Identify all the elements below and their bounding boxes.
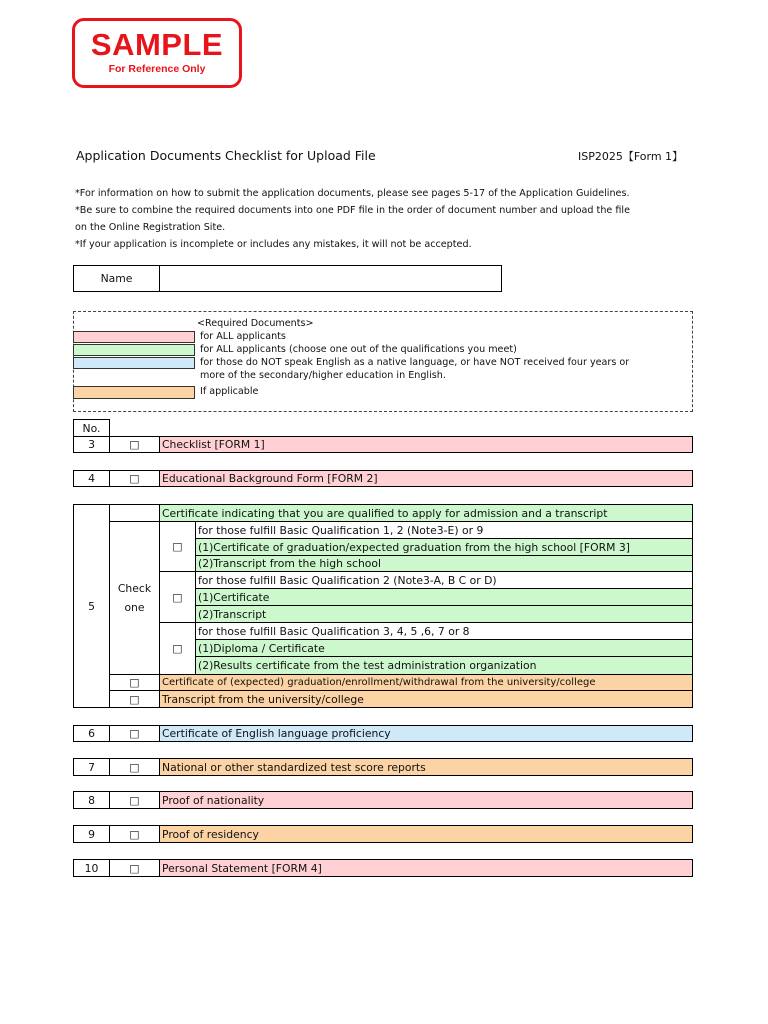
group-doc: (2)Transcript from the high school — [195, 555, 693, 572]
legend-label: If applicable — [200, 386, 259, 397]
legend-label: for those do NOT speak English as a native language, or have NOT received four years or — [200, 357, 630, 368]
name-label: Name — [73, 265, 160, 292]
item-checkbox[interactable]: □ — [109, 674, 160, 691]
instructions — [75, 185, 630, 253]
item-label: Certificate of (expected) graduation/enrollment/withdrawal from the university/college — [159, 674, 693, 691]
item-label: Proof of residency — [159, 825, 693, 843]
name-input[interactable] — [159, 265, 502, 292]
group-doc: (2)Transcript — [195, 605, 693, 623]
group-doc: (2)Results certificate from the test administration organization — [195, 656, 693, 675]
item-label: Educational Background Form [FORM 2] — [159, 470, 693, 487]
item-checkbox[interactable]: □ — [109, 791, 160, 809]
legend-label: for ALL applicants (choose one out of the qualifications you meet) — [200, 344, 517, 355]
legend-heading: <Required Documents> — [197, 318, 314, 329]
no-header: No. — [73, 419, 110, 437]
item-checkbox[interactable]: □ — [109, 758, 160, 776]
item-checkbox[interactable]: □ — [109, 690, 160, 708]
check-line: Check — [117, 582, 152, 595]
stamp-subtitle: For Reference Only — [108, 63, 206, 75]
item-label: Personal Statement [FORM 4] — [159, 859, 693, 877]
page-title: Application Documents Checklist for Upload File — [76, 148, 376, 163]
legend-label: for ALL applicants — [200, 331, 286, 342]
blank-cell — [109, 504, 160, 522]
group-checkbox[interactable]: □ — [159, 571, 196, 623]
item-checkbox[interactable]: □ — [109, 825, 160, 843]
item-number: 6 — [73, 725, 110, 742]
item-label: Checklist [FORM 1] — [159, 436, 693, 453]
legend-swatch-green — [73, 344, 195, 356]
check-one-label — [109, 521, 160, 675]
item-label: Transcript from the university/college — [159, 690, 693, 708]
group-checkbox[interactable]: □ — [159, 521, 196, 572]
form-id: ISP2025【Form 1】 — [578, 150, 684, 163]
note-line: on the Online Registration Site. — [75, 222, 226, 233]
group-title: for those fulfill Basic Qualification 2 (Note3-A, B C or D) — [195, 571, 693, 589]
item-checkbox[interactable]: □ — [109, 725, 160, 742]
legend-swatch-blue — [73, 357, 195, 369]
item-label: Certificate of English language proficiency — [159, 725, 693, 742]
item-checkbox[interactable]: □ — [109, 436, 160, 453]
note-line: *Be sure to combine the required documents into one PDF file in the order of document number and upload the file — [75, 205, 630, 216]
note-line: *For information on how to submit the application documents, please see pages 5-17 of the Application Guidelines. — [75, 188, 630, 199]
legend-swatch-orange — [73, 386, 195, 399]
group-checkbox[interactable]: □ — [159, 622, 196, 675]
stamp-title: SAMPLE — [90, 27, 224, 62]
item-number: 9 — [73, 825, 110, 843]
legend-swatch-pink — [73, 331, 195, 343]
group-doc: (1)Certificate of graduation/expected graduation from the high school [FORM 3] — [195, 538, 693, 556]
item-number: 8 — [73, 791, 110, 809]
note-line: *If your application is incomplete or includes any mistakes, it will not be accepted. — [75, 239, 472, 250]
item-checkbox[interactable]: □ — [109, 470, 160, 487]
group-title: for those fulfill Basic Qualification 1, 2 (Note3-E) or 9 — [195, 521, 693, 539]
item-label: Proof of nationality — [159, 791, 693, 809]
qualification-header: Certificate indicating that you are qualified to apply for admission and a transcript — [159, 504, 693, 522]
item-checkbox[interactable]: □ — [109, 859, 160, 877]
legend-label: more of the secondary/higher education in English. — [200, 370, 446, 381]
item-number: 4 — [73, 470, 110, 487]
sample-stamp — [72, 18, 242, 88]
group-doc: (1)Certificate — [195, 588, 693, 606]
item-number: 7 — [73, 758, 110, 776]
item-number: 5 — [73, 504, 110, 708]
item-number: 3 — [73, 436, 110, 453]
group-title: for those fulfill Basic Qualification 3, 4, 5 ,6, 7 or 8 — [195, 622, 693, 640]
item-number: 10 — [73, 859, 110, 877]
group-doc: (1)Diploma / Certificate — [195, 639, 693, 657]
item-label: National or other standardized test score reports — [159, 758, 693, 776]
check-line: one — [124, 601, 145, 614]
